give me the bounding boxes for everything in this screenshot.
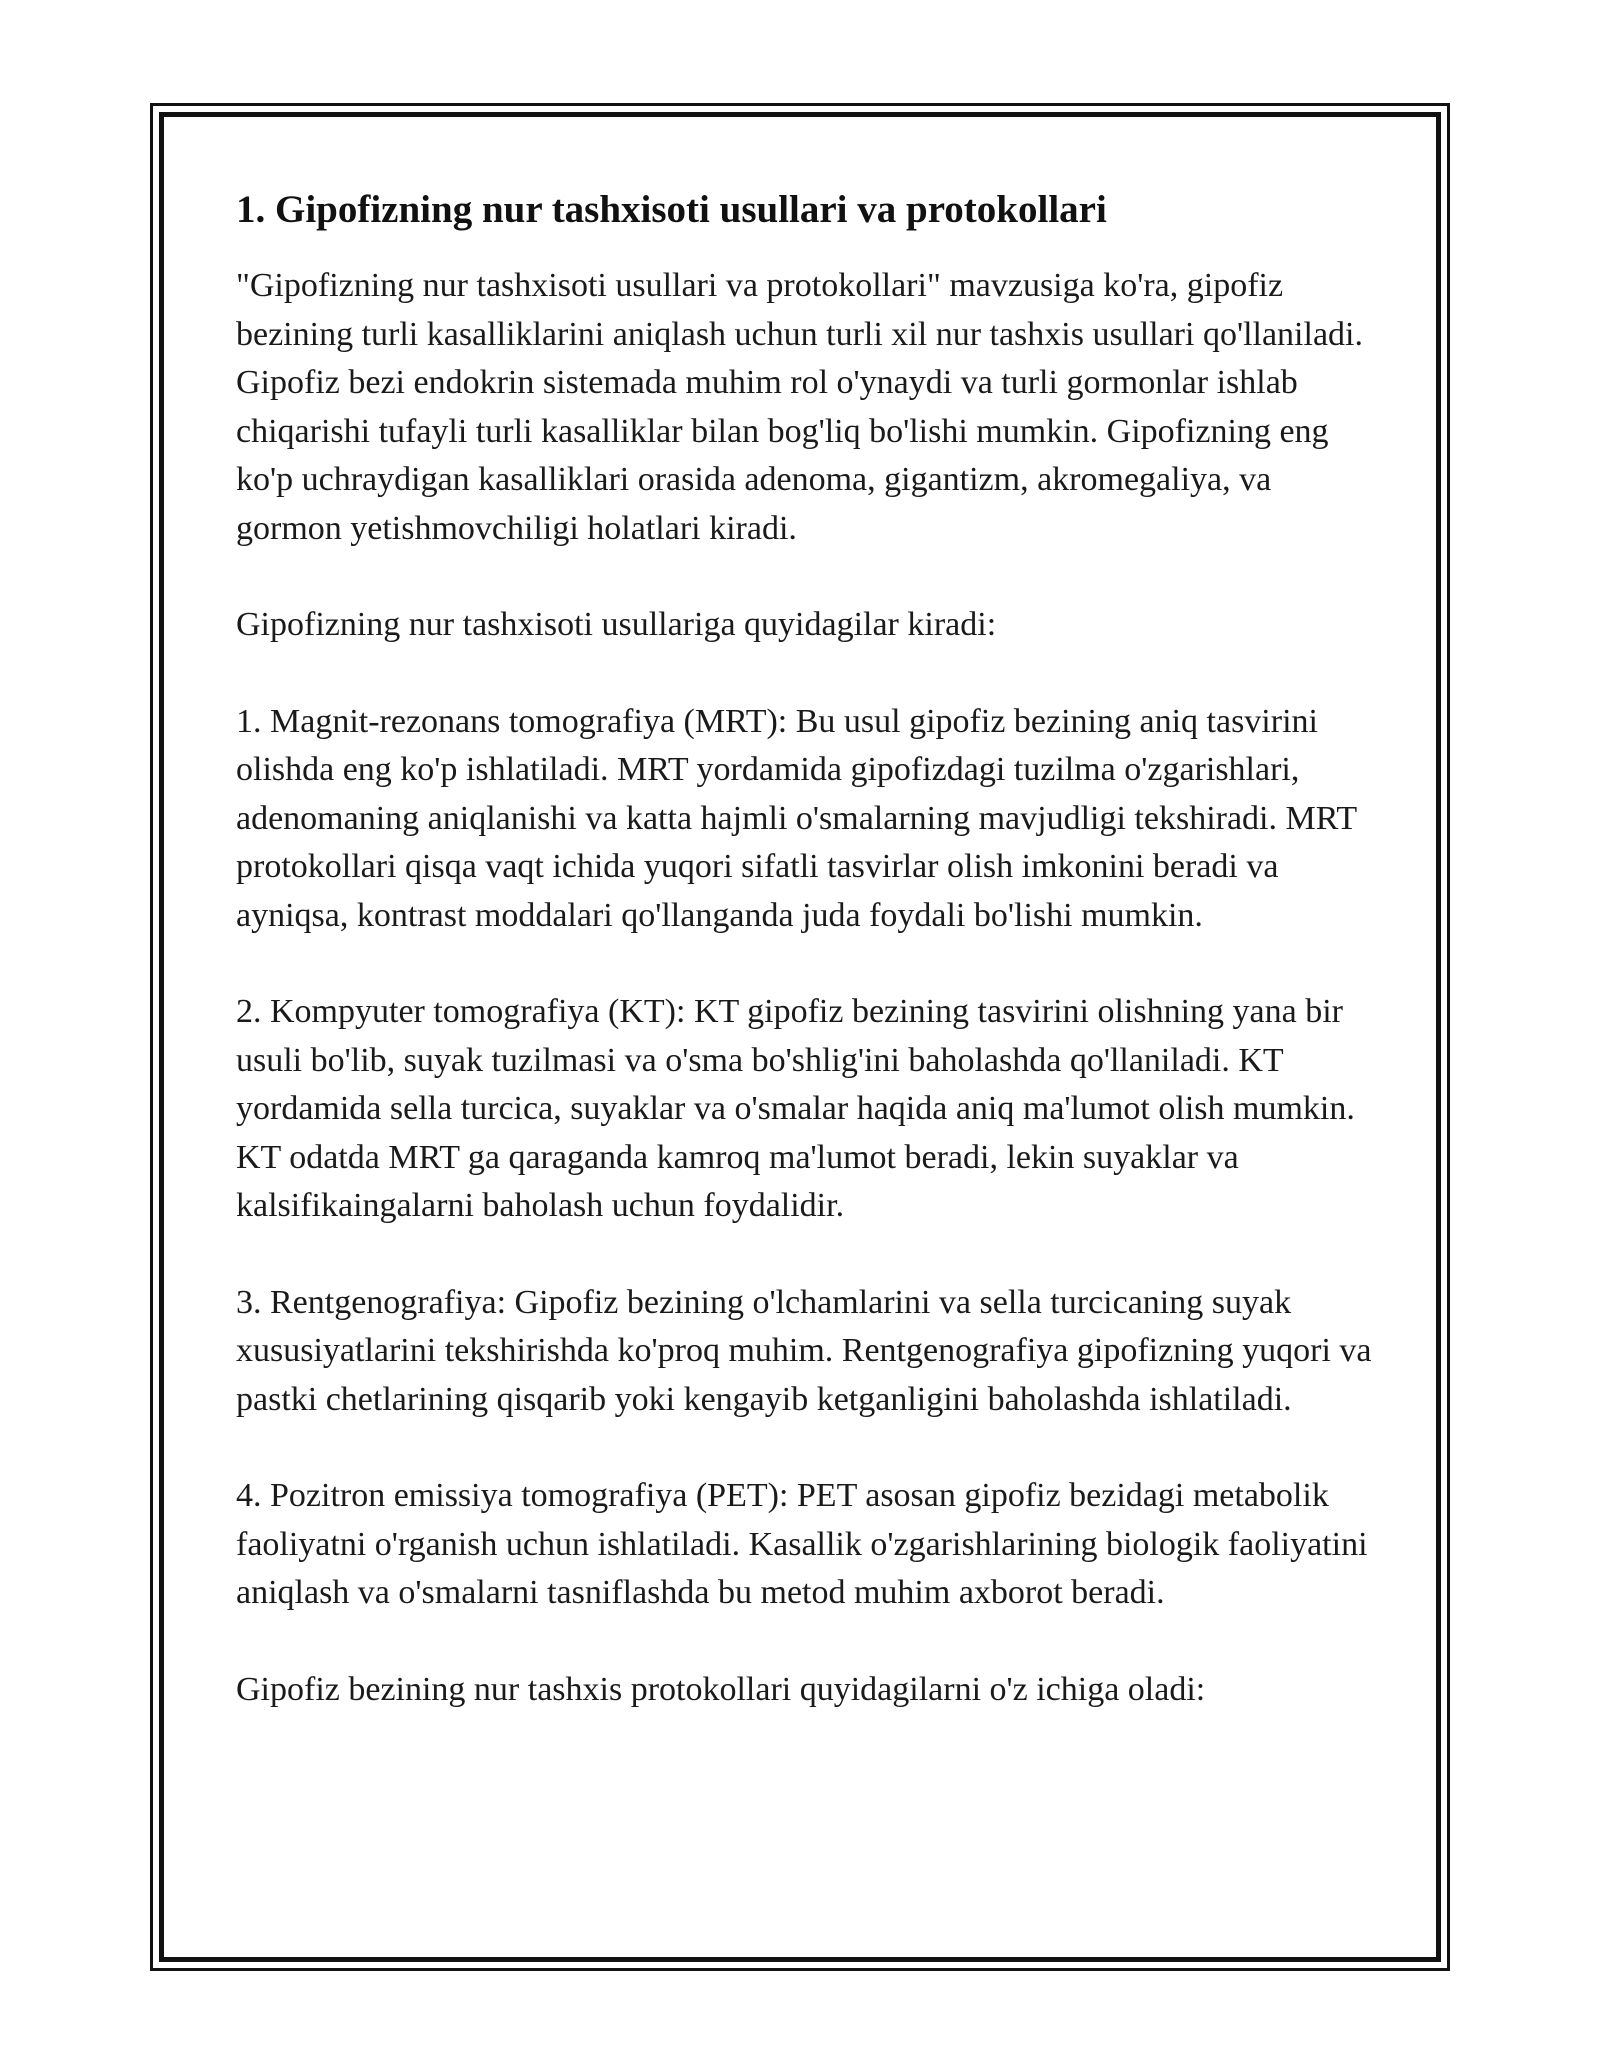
method-kt-paragraph: 2. Kompyuter tomografiya (KT): KT gipofiz bezining tasvirini olishning yana bir usuli bo'lib, suyak tuzilmasi va o'sma bo'shlig'ini baholashda qo'llaniladi. KT yordamida sella turcica, suyaklar va o'smalar haqida aniq ma'lumot olish mumkin. KT odatda MRT ga qaraganda kamroq ma'lumot beradi, lekin suyaklar va kalsifikaingalarni baholash uchun foydalidir.: [236, 993, 1355, 1224]
method-mrt-paragraph: 1. Magnit-rezonans tomografiya (MRT): Bu usul gipofiz bezining aniq tasvirini olishda eng ko'p ishlatiladi. MRT yordamida gipofizdagi tuzilma o'zgarishlari, adenomaning aniqlanishi va katta hajmli o'smalarning mavjudligi tekshiradi. MRT protokollari qisqa vaqt ichida yuqori sifatli tasvirlar olish imkonini beradi va ayniqsa, kontrast moddalari qo'llanganda juda foydali bo'lishi mumkin.: [236, 702, 1357, 934]
section-heading: 1. Gipofizning nur tashxisoti usullari va protokollari: [236, 188, 1107, 231]
method-xray-paragraph: 3. Rentgenografiya: Gipofiz bezining o'lchamlarini va sella turcicaning suyak xususiyatlarini tekshirishda ko'proq muhim. Rentgenografiya gipofizning yuqori va pastki chetlarining qisqarib yoki kengayib ketganligini baholashda ishlatiladi.: [236, 1283, 1372, 1418]
methods-lead-paragraph: Gipofizning nur tashxisoti usullariga quyidagilar kiradi:: [236, 606, 997, 643]
method-pet-paragraph: 4. Pozitron emissiya tomografiya (PET): PET asosan gipofiz bezidagi metabolik faoliyatni o'rganish uchun ishlatiladi. Kasallik o'zgarishlarining biologik faoliyatini aniqlash va o'smalarni tasniflashda bu metod muhim axborot beradi.: [236, 1477, 1368, 1611]
protocols-lead-paragraph: Gipofiz bezining nur tashxis protokollari quyidagilarni o'z ichiga oladi:: [236, 1670, 1206, 1708]
document-content: [236, 186, 1376, 1762]
intro-paragraph: "Gipofizning nur tashxisoti usullari va protokollari" mavzusiga ko'ra, gipofiz bezining turli kasalliklarini aniqlash uchun turli xil nur tashxis usullari qo'llaniladi. Gipofiz bezi endokrin sistemada muhim rol o'ynaydi va turli gormonlar ishlab chiqarishi tufayli turli kasalliklar bilan bog'liq bo'lishi mumkin. Gipofizning eng ko'p uchraydigan kasalliklari orasida adenoma, gigantizm, akromegaliya, va gormon yetishmovchiligi holatlari kiradi.: [236, 267, 1363, 547]
